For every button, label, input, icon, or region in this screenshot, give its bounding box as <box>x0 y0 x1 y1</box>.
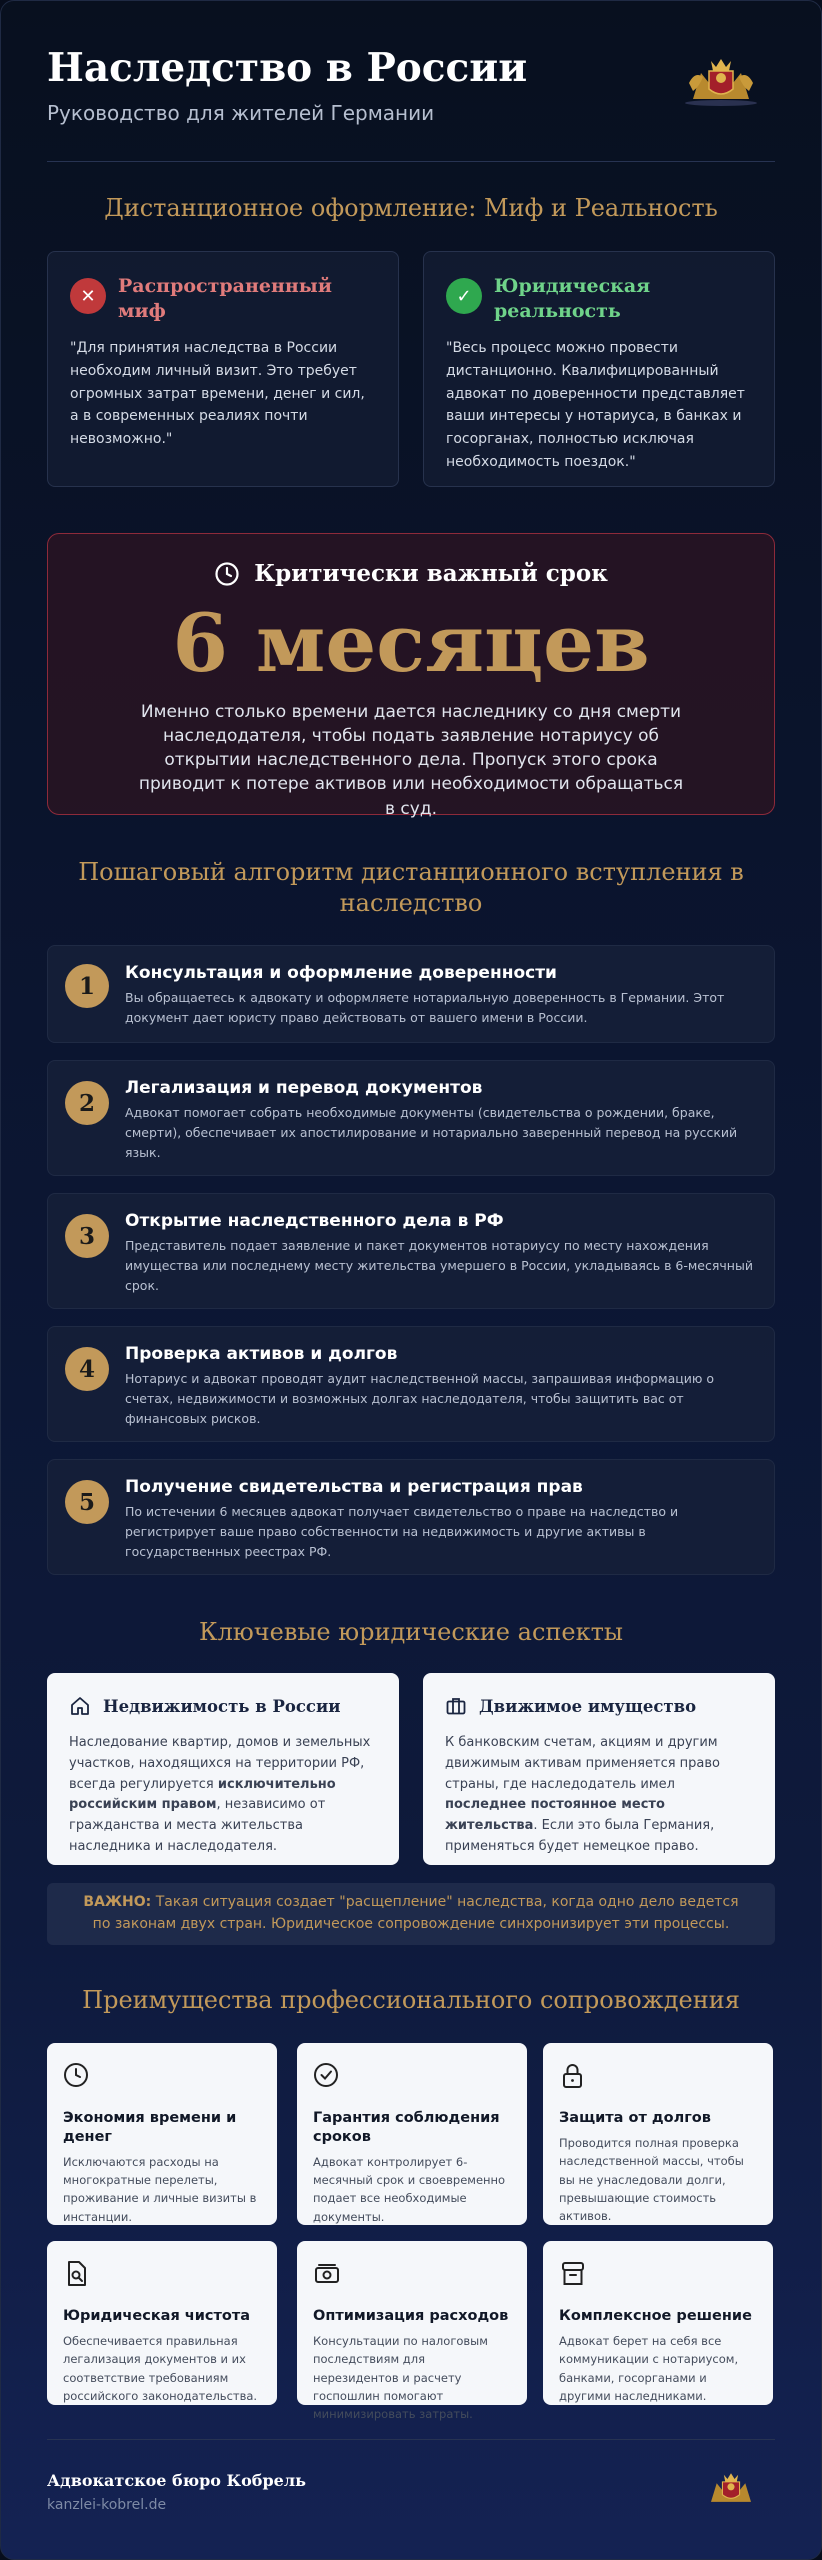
step-title: Открытие наследственного дела в РФ <box>125 1211 504 1231</box>
myth-text: "Для принятия наследства в России необходим личный визит. Это требует огромных затрат времени, денег и сил, а в современных реалиях почти невозможно." <box>70 340 365 448</box>
step-item <box>47 1326 775 1442</box>
archive-icon <box>559 2259 589 2289</box>
step-number: 3 <box>65 1214 109 1258</box>
step-number: 2 <box>65 1081 109 1125</box>
footer-url-link[interactable]: kanzlei-kobrel.de <box>47 2497 167 2513</box>
clock-icon <box>214 561 240 587</box>
reality-text: "Весь процесс можно провести дистанционно. Квалифицированный адвокат по доверенности представляет ваши интересы у нотариуса, в банках и госорганах, полностью исключая необходимость поездок." <box>446 340 745 470</box>
money-icon <box>313 2259 343 2289</box>
benefit-title: Защита от долгов <box>559 2110 711 2126</box>
benefit-title: Гарантия соблюдения сроков <box>313 2110 500 2145</box>
step-title: Консультация и оформление доверенности <box>125 963 557 983</box>
check-circle-icon <box>313 2061 343 2091</box>
step-item <box>47 1193 775 1309</box>
step-text: По истечении 6 месяцев адвокат получает свидетельство о праве на наследство и регистрирует ваше право собственности на недвижимость и другие активы в государственных реестрах РФ. <box>125 1504 679 1559</box>
crest-logo-icon <box>683 53 759 109</box>
crest-logo-icon <box>703 2469 759 2509</box>
benefit-title: Комплексное решение <box>559 2308 752 2324</box>
realty-card <box>47 1673 399 1865</box>
step-number: 5 <box>65 1480 109 1524</box>
important-note <box>47 1883 775 1945</box>
realty-title: Недвижимость в России <box>103 1696 341 1716</box>
lock-icon <box>559 2061 589 2091</box>
step-title: Легализация и перевод документов <box>125 1078 483 1098</box>
benefit-title: Оптимизация расходов <box>313 2308 509 2324</box>
step-item <box>47 1459 775 1575</box>
deadline-value: 6 месяцев <box>172 596 650 690</box>
benefit-text: Обеспечивается правильная легализация документов и их соответствие требованиям российского законодательства. <box>63 2333 258 2404</box>
benefit-text: Консультации по налоговым последствиям для нерезидентов и расчету госпошлин помогают минимизировать затраты. <box>313 2333 488 2422</box>
movable-title: Движимое имущество <box>479 1696 697 1716</box>
step-text: Представитель подает заявление и пакет документов нотариусу по месту нахождения имущества или последнему месту жительства умершего в России, укладываясь в 6-месячный срок. <box>125 1238 753 1293</box>
movable-card <box>423 1673 775 1865</box>
benefit-card <box>297 2241 527 2422</box>
myth-section-title: Дистанционное оформление: Миф и Реальность <box>104 194 718 222</box>
step-text: Адвокат помогает собрать необходимые документы (свидетельства о рождении, браке, смерти), обеспечивает их апостилирование и нотариально заверенный перевод на русский язык. <box>125 1105 738 1160</box>
benefit-text: Проводится полная проверка наследственной массы, чтобы вы не унаследовали долги, превышающие стоимость активов. <box>559 2135 744 2224</box>
benefit-card <box>297 2043 527 2225</box>
header-divider <box>47 161 775 162</box>
reality-card <box>423 251 775 487</box>
document-search-icon <box>63 2259 93 2289</box>
benefit-text: Адвокат берет на себя все коммуникации с нотариусом, банками, госорганами и другими наследниками. <box>559 2333 739 2404</box>
home-icon <box>69 1695 91 1717</box>
reality-title: Юридическая реальность <box>494 275 651 322</box>
benefit-card <box>543 2043 773 2225</box>
deadline-text: Именно столько времени дается наследнику со дня смерти наследодателя, чтобы подать заявление нотариусу об открытии наследственного дела. Пропуск этого срока приводит к потере активов или необходимости обращаться в суд. <box>138 702 684 819</box>
benefit-card <box>543 2241 773 2405</box>
benefit-title: Юридическая чистота <box>63 2308 251 2324</box>
benefit-card <box>47 2043 277 2225</box>
step-number: 1 <box>65 964 109 1008</box>
myth-title: Распространенный миф <box>118 275 332 322</box>
footer-divider <box>47 2439 775 2440</box>
close-icon: ✕ <box>70 278 106 314</box>
note-text: Такая ситуация создает "расщепление" наследства, когда одно дело ведется по законам двух стран. Юридическое сопровождение синхронизирует эти процессы. <box>92 1894 739 1932</box>
step-title: Получение свидетельства и регистрация прав <box>125 1477 583 1497</box>
steps-section-title: Пошаговый алгоритм дистанционного вступления в наследство <box>78 858 744 918</box>
benefit-text: Адвокат контролирует 6-месячный срок и своевременно подает все необходимые документы. <box>313 2154 506 2224</box>
myth-card <box>47 251 399 487</box>
step-number: 4 <box>65 1347 109 1391</box>
note-label: ВАЖНО: <box>83 1894 152 1910</box>
benefit-title: Экономия времени и денег <box>63 2110 237 2145</box>
step-text: Нотариус и адвокат проводят аудит наследственной массы, запрашивая информацию о счетах, недвижимости и возможных долгах наследодателя, чтобы защитить вас от финансовых рисков. <box>125 1371 715 1426</box>
deadline-card <box>47 533 775 819</box>
step-item <box>47 1060 775 1176</box>
step-title: Проверка активов и долгов <box>125 1344 398 1364</box>
step-text: Вы обращаетесь к адвокату и оформляете нотариальную доверенность в Германии. Этот документ дает юристу право действовать от вашего имени в России. <box>125 990 725 1025</box>
clock-icon <box>63 2061 93 2091</box>
check-icon: ✓ <box>446 278 482 314</box>
benefit-text: Исключаются расходы на многократные перелеты, проживание и личные визиты в инстанции. <box>63 2154 257 2224</box>
page-title: Наследство в России <box>47 45 528 91</box>
movable-text: К банковским счетам, акциям и другим движимым активам применяется право страны, где наследодатель имел последнее постоянное место жительства. Если это была Германия, применяться будет немецкое право. <box>445 1735 721 1854</box>
deadline-title: Критически важный срок <box>254 560 608 587</box>
footer-firm-name: Адвокатское бюро Кобрель <box>47 2471 306 2490</box>
benefits-section-title: Преимущества профессионального сопровождения <box>82 1986 740 2014</box>
realty-text: Наследование квартир, домов и земельных участков, находящихся на территории РФ, всегда регулируется исключительно российским правом, независимо от гражданства и места жительства наследника и наследодателя. <box>69 1735 371 1854</box>
briefcase-icon <box>445 1695 467 1717</box>
step-item <box>47 945 775 1043</box>
benefit-card <box>47 2241 277 2405</box>
page-subtitle: Руководство для жителей Германии <box>47 101 435 125</box>
legal-section-title: Ключевые юридические аспекты <box>199 1618 623 1646</box>
